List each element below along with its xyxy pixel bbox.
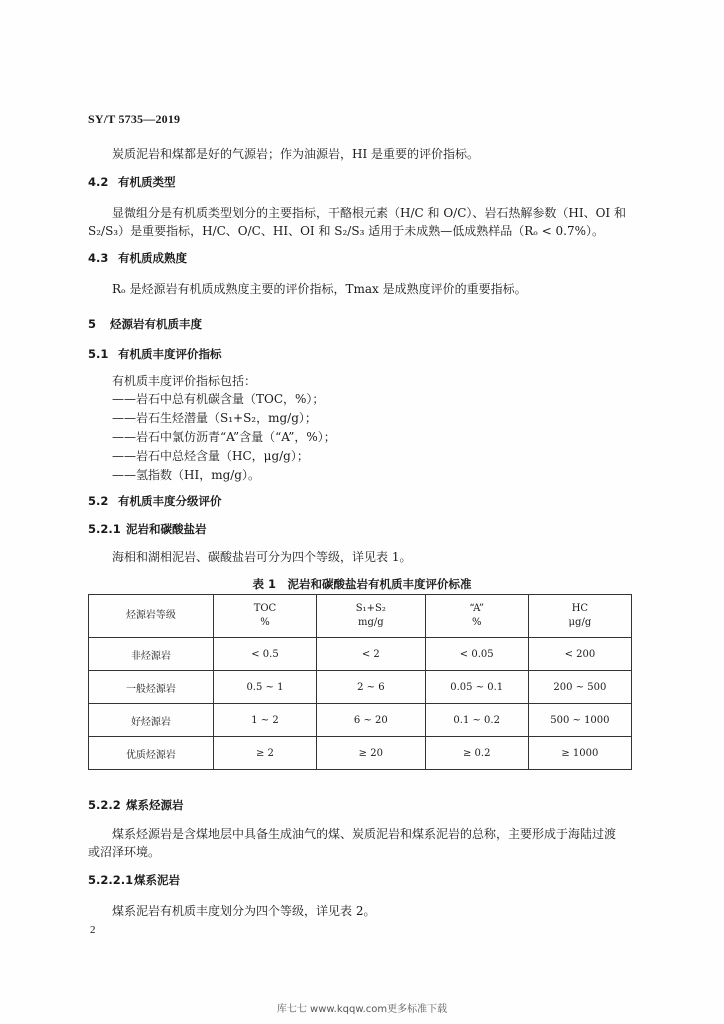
table-cell: ≥ 20 [317, 737, 426, 770]
table-cell: < 2 [317, 638, 426, 671]
header-cell-hc [528, 595, 631, 638]
table-header-row [89, 595, 632, 638]
table-cell: ≥ 2 [213, 737, 316, 770]
header-label: TOC [253, 603, 277, 614]
section-number: 5 [88, 317, 97, 331]
paragraph-5-2-1: 海相和湖相泥岩、碳酸盐岩可分为四个等级，详见表 1。 [112, 550, 412, 564]
table-cell: 500 ~ 1000 [528, 704, 631, 737]
header-label: HC [571, 603, 589, 614]
section-title: 煤系泥岩 [134, 873, 180, 887]
table-cell: < 200 [528, 638, 631, 671]
table-cell: 0.5 ~ 1 [213, 671, 316, 704]
table-row [89, 638, 632, 671]
section-title: 有机质类型 [118, 175, 176, 189]
header-label: S₁+S₂ [355, 603, 386, 614]
table-cell: 0.05 ~ 0.1 [425, 671, 528, 704]
list-item: ——岩石生烃潜量（S₁+S₂，mg/g）； [112, 411, 317, 425]
header-cell-s1s2 [317, 595, 426, 638]
standard-number: SY/T 5735—2019 [88, 112, 181, 126]
section-4-2-heading [88, 174, 176, 190]
section-number: 4.3 [88, 251, 109, 265]
section-number: 5.2.2 [88, 798, 121, 812]
table-row [89, 671, 632, 704]
section-number: 5.1 [88, 347, 109, 361]
header-label: “A” [469, 603, 485, 614]
page-number: 2 [90, 924, 96, 936]
section-number: 4.2 [88, 175, 109, 189]
section-5-2-2-1-heading [88, 872, 180, 888]
header-label: 烃源岩等级 [125, 610, 176, 621]
section-title: 泥岩和碳酸盐岩 [126, 522, 207, 536]
section-5-heading [88, 316, 202, 332]
table-cell: ≥ 1000 [528, 737, 631, 770]
table-cell: 非烃源岩 [89, 638, 214, 671]
section-title: 烃源岩有机质丰度 [110, 317, 202, 331]
table-caption: 表 1 泥岩和碳酸盐岩有机质丰度评价标准 [252, 577, 472, 591]
list-item: ——岩石中总有机碳含量（TOC，%）； [112, 392, 325, 406]
table-cell: 2 ~ 6 [317, 671, 426, 704]
table-cell: 0.1 ~ 0.2 [425, 704, 528, 737]
header-unit: % [471, 617, 482, 628]
table-cell: 200 ~ 500 [528, 671, 631, 704]
section-title: 有机质成熟度 [118, 251, 187, 265]
list-item: ——岩石中总烃含量（HC，μg/g）； [112, 449, 309, 463]
paragraph-5-2-2-1: 煤系泥岩有机质丰度划分为四个等级，详见表 2。 [112, 904, 376, 918]
section-5-2-heading [88, 493, 222, 509]
list-item: ——岩石中氯仿沥青“A”含量（“A”，%）； [112, 430, 336, 444]
table-cell: 一般烃源岩 [89, 671, 214, 704]
table-cell: < 0.05 [425, 638, 528, 671]
abundance-table [88, 594, 632, 770]
section-number: 5.2.2.1 [88, 873, 134, 887]
list-item: ——氢指数（HI，mg/g）。 [112, 468, 260, 482]
section-number: 5.2.1 [88, 522, 121, 536]
table-cell: 好烃源岩 [89, 704, 214, 737]
footer-watermark: 库七七 www.kqqw.com更多标准下载 [276, 1004, 448, 1015]
paragraph-4-2-line1: 显微组分是有机质类型划分的主要指标，干酪根元素（H/C 和 O/C）、岩石热解参数（HI、OI 和 [112, 206, 626, 220]
section-5-1-heading [88, 346, 222, 362]
table-cell: 1 ~ 2 [213, 704, 316, 737]
section-title: 煤系烃源岩 [126, 798, 184, 812]
section-5-2-1-heading [88, 521, 207, 537]
section-number: 5.2 [88, 494, 109, 508]
header-unit: % [260, 617, 270, 628]
indicator-list [112, 390, 336, 485]
paragraph-4-2-line2: S₂/S₃）是重要指标，H/C、O/C、HI、OI 和 S₂/S₃ 适用于未成熟—低成熟样品（Rₒ < 0.7%）。 [88, 224, 605, 238]
section-title: 有机质丰度评价指标 [118, 347, 222, 361]
table-row [89, 704, 632, 737]
paragraph-5-2-2-line2: 或沼泽环境。 [88, 845, 161, 859]
table-cell: 6 ~ 20 [317, 704, 426, 737]
table-cell: 优质烃源岩 [89, 737, 214, 770]
list-intro: 有机质丰度评价指标包括： [112, 374, 257, 388]
header-cell-toc [213, 595, 316, 638]
section-5-2-2-heading [88, 797, 184, 813]
header-unit: μg/g [568, 617, 592, 628]
table-cell: < 0.5 [213, 638, 316, 671]
table-row [89, 737, 632, 770]
section-4-3-heading [88, 250, 187, 266]
intro-paragraph: 炭质泥岩和煤都是好的气源岩；作为油源岩，HI 是重要的评价指标。 [112, 147, 480, 161]
paragraph-4-3: Rₒ 是烃源岩有机质成熟度主要的评价指标，Tmax 是成熟度评价的重要指标。 [112, 282, 527, 296]
paragraph-5-2-2-line1: 煤系烃源岩是含煤地层中具备生成油气的煤、炭质泥岩和煤系泥岩的总称，主要形成于海陆过渡 [112, 827, 617, 841]
table-cell: ≥ 0.2 [425, 737, 528, 770]
header-cell-grade [89, 595, 214, 638]
header-cell-a [425, 595, 528, 638]
section-title: 有机质丰度分级评价 [118, 494, 222, 508]
header-unit: mg/g [358, 617, 384, 628]
